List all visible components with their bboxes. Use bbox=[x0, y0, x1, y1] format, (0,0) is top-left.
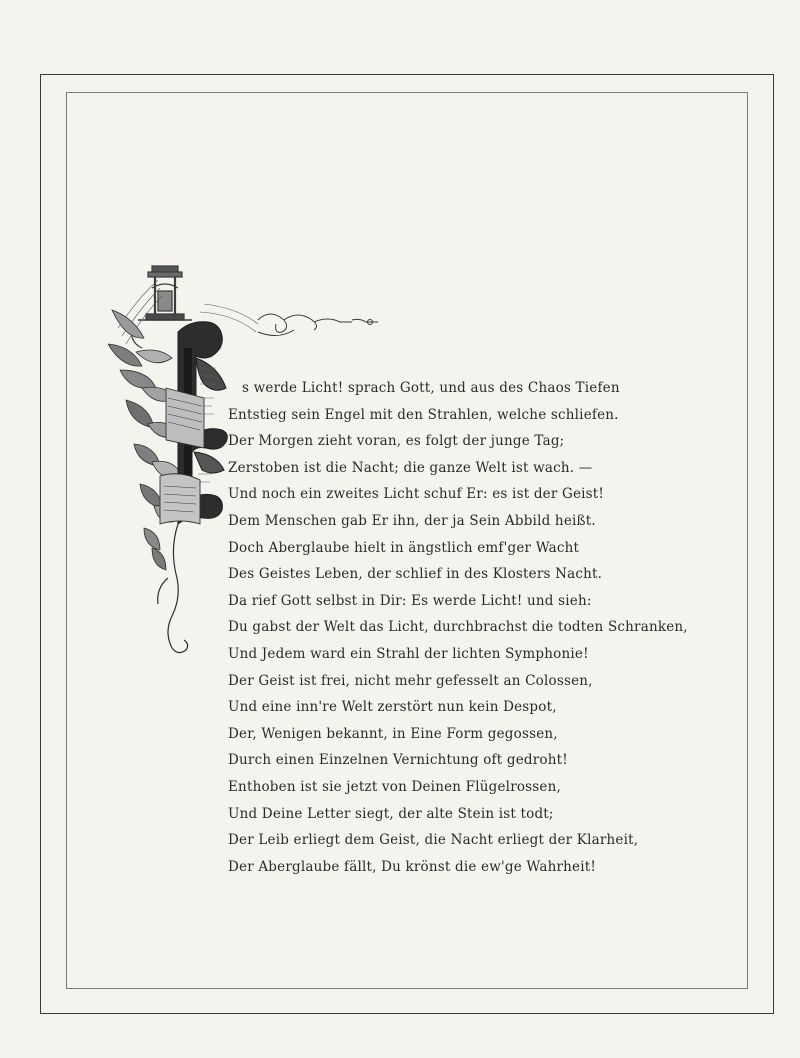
poem-line: Durch einen Einzelnen Vernichtung oft gedroht! bbox=[228, 752, 568, 769]
poem-line: Zerstoben ist die Nacht; die ganze Welt ist wach. — bbox=[228, 459, 593, 476]
poem-line: Entstieg sein Engel mit den Strahlen, welche schliefen. bbox=[228, 406, 619, 423]
poem-line: Des Geistes Leben, der schlief in des Klosters Nacht. bbox=[228, 566, 603, 583]
page-edge-rule-left bbox=[40, 74, 41, 1014]
scroll-icon bbox=[258, 314, 378, 336]
poem-line: Der Geist ist frei, nicht mehr gefesselt an Colossen, bbox=[228, 672, 593, 689]
page-edge-rule-bottom bbox=[40, 1013, 774, 1014]
poem-line: Der Morgen zieht voran, es folgt der junge Tag; bbox=[228, 433, 565, 450]
poem-line: Und Jedem ward ein Strahl der lichten Symphonie! bbox=[228, 645, 589, 662]
poem-line: Der, Wenigen bekannt, in Eine Form gegossen, bbox=[228, 725, 558, 742]
poem-line: Enthoben ist sie jetzt von Deinen Flügelrossen, bbox=[228, 778, 562, 795]
poem-line: Und noch ein zweites Licht schuf Er: es ist der Geist! bbox=[228, 486, 605, 503]
poem-line: Da rief Gott selbst in Dir: Es werde Licht! und sieh: bbox=[228, 592, 592, 609]
poem-line: s werde Licht! sprach Gott, und aus des Chaos Tiefen bbox=[242, 380, 620, 396]
page-edge-rule-top bbox=[40, 74, 773, 75]
page-edge-rule-right bbox=[773, 74, 774, 1014]
poem-line: Du gabst der Welt das Licht, durchbrachst die todten Schranken, bbox=[228, 619, 688, 636]
poem-line: Doch Aberglaube hielt in ängstlich emf'ger Wacht bbox=[228, 539, 580, 556]
poem-line: Der Aberglaube fällt, Du krönst die ew'ge Wahrheit! bbox=[228, 858, 596, 875]
poem-line: Dem Menschen gab Er ihn, der ja Sein Abbild heißt. bbox=[228, 512, 596, 529]
poem-text bbox=[228, 375, 748, 880]
poem-line: Und eine inn're Welt zerstört nun kein Despot, bbox=[228, 699, 557, 716]
poem-line: Der Leib erliegt dem Geist, die Nacht erliegt der Klarheit, bbox=[228, 832, 639, 849]
poem-line: Und Deine Letter siegt, der alte Stein ist todt; bbox=[228, 805, 554, 822]
